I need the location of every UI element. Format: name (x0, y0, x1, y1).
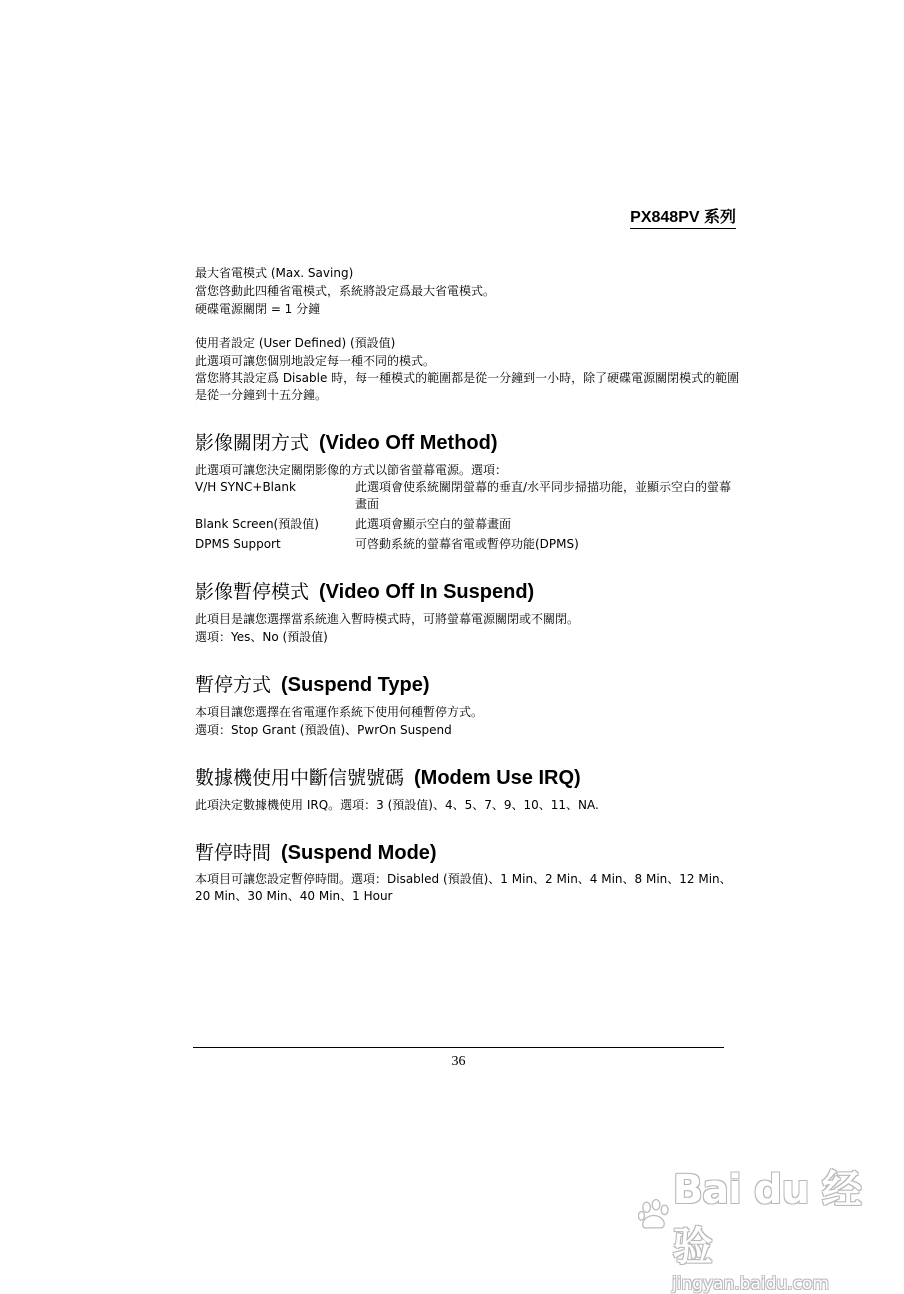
video-off-suspend-desc: 此項目是讓您選擇當系統進入暫時模式時，可將螢幕電源關閉或不關閉。 (195, 612, 580, 626)
document-content (195, 264, 740, 905)
option-row (195, 536, 740, 553)
max-saving-desc: 當您啓動此四種省電模式，系統將設定爲最大省電模式。 (195, 284, 496, 298)
option-value: 可啓動系統的螢幕省電或暫停功能(DPMS) (355, 537, 579, 551)
option-value: 此選項會顯示空白的螢幕畫面 (355, 517, 512, 531)
modem-irq-desc: 此項決定數據機使用 IRQ。選項：3 (預設值)、4、5、7、9、10、11、NA. (195, 798, 599, 812)
suspend-type-title-en: (Suspend Type) (281, 674, 430, 696)
suspend-type-desc: 本項目讓您選擇在省電運作系統下使用何種暫停方式。 (195, 705, 484, 719)
modem-irq-title-en: (Modem Use IRQ) (414, 767, 581, 789)
user-defined-desc1: 此選項可讓您個別地設定每一種不同的模式。 (195, 354, 436, 368)
option-key: Blank Screen(預設值) (195, 517, 319, 531)
user-defined-title: 使用者設定 (User Defined) (預設值) (195, 336, 396, 350)
video-off-suspend-title-zh: 影像暫停模式 (195, 582, 310, 603)
paw-icon (638, 1196, 671, 1234)
watermark-brand: Bai du 经验 (672, 1167, 861, 1270)
option-key: V/H SYNC+Blank (195, 480, 296, 494)
video-off-method-heading (195, 430, 740, 457)
suspend-mode-desc: 本項目可讓您設定暫停時間。選項：Disabled (預設值)、1 Min、2 Min、4 Min、8 Min、12 Min、20 Min、30 Min、40 Min、1 Hour (195, 872, 732, 903)
video-off-suspend-title-en: (Video Off In Suspend) (319, 581, 535, 603)
page-number: 36 (451, 1054, 466, 1069)
suspend-type-title-zh: 暫停方式 (195, 675, 272, 696)
video-off-suspend-heading (195, 579, 740, 606)
footer-divider (193, 1047, 724, 1048)
suspend-type-options: 選項：Stop Grant (預設值)、PwrOn Suspend (195, 723, 452, 737)
suspend-type-heading (195, 672, 740, 699)
option-value: 此選項會使系統關閉螢幕的垂直/水平同步掃描功能，並顯示空白的螢幕畫面 (355, 480, 732, 511)
watermark (638, 1158, 868, 1294)
modem-irq-title-zh: 數據機使用中斷信號號碼 (195, 768, 405, 789)
video-off-method-title-zh: 影像關閉方式 (195, 433, 310, 454)
video-off-suspend-options: 選項：Yes、No (預設值) (195, 630, 328, 644)
max-saving-title: 最大省電模式 (Max. Saving) (195, 266, 354, 280)
modem-irq-heading (195, 765, 740, 792)
suspend-mode-title-en: (Suspend Mode) (281, 842, 437, 864)
watermark-url: jingyan.baidu.com (672, 1274, 829, 1294)
video-off-method-desc: 此選項可讓您決定關閉影像的方式以節省螢幕電源。選項： (195, 463, 508, 477)
option-row (195, 479, 740, 513)
video-off-method-title-en: (Video Off Method) (319, 432, 498, 454)
suspend-mode-heading (195, 840, 740, 867)
suspend-mode-title-zh: 暫停時間 (195, 843, 272, 864)
watermark-logo (638, 1158, 868, 1272)
document-header: PX848PV 系列 (630, 204, 736, 229)
max-saving-hdd: 硬碟電源關閉 = 1 分鐘 (195, 302, 321, 316)
option-row (195, 516, 740, 533)
user-defined-desc2: 當您將其設定爲 Disable 時，每一種模式的範圍都是從一分鐘到一小時，除了硬碟電源關閉模式的範圍是從一分鐘到十五分鐘。 (195, 371, 740, 402)
option-key: DPMS Support (195, 537, 281, 551)
